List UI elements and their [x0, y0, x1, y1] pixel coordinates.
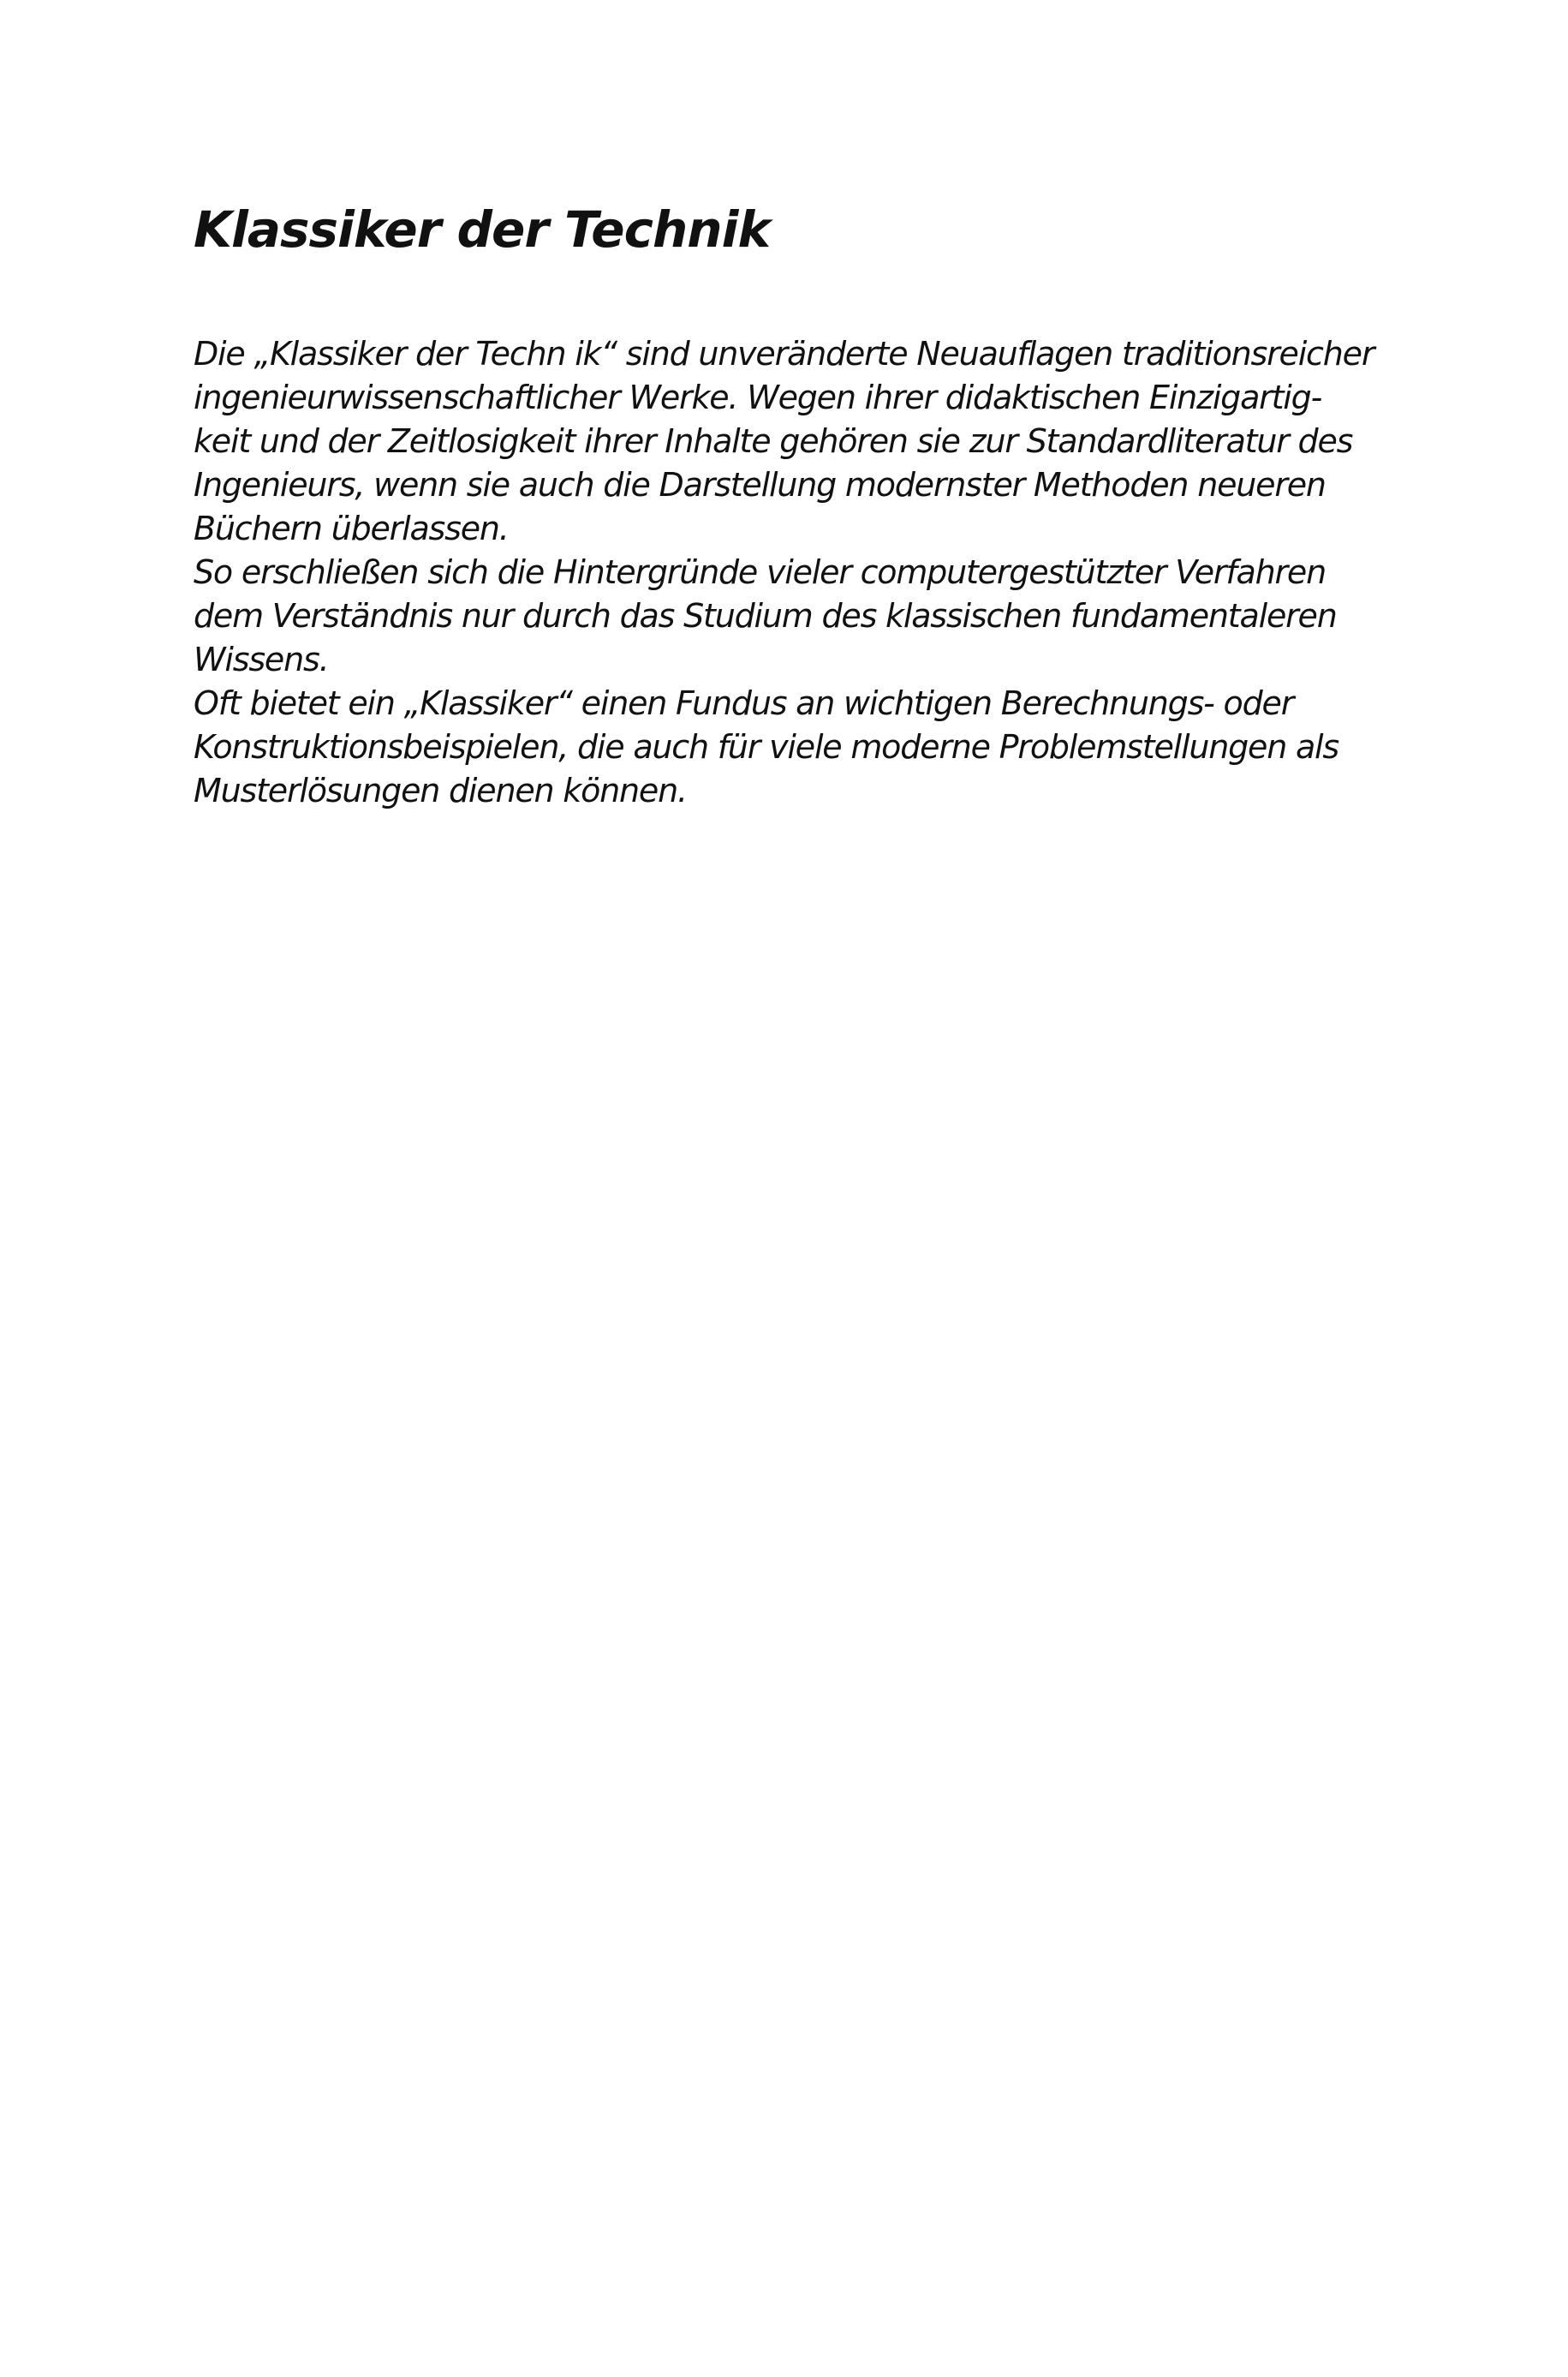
page-title: Klassiker der Technik: [194, 200, 771, 259]
text-line: Konstruktionsbeispielen, die auch für viele moderne Problemstellungen als: [194, 728, 1339, 766]
text-line: Oft bietet ein „Klassiker“ einen Fundus an wichtigen Berechnungs- oder: [194, 684, 1294, 722]
text-line: Wissens.: [194, 641, 329, 678]
text-line: keit und der Zeitlosigkeit ihrer Inhalte gehören sie zur Standardliteratur des: [194, 422, 1353, 460]
text-line: dem Verständnis nur durch das Studium des klassischen fundamentaleren: [194, 597, 1337, 635]
text-line: Ingenieurs, wenn sie auch die Darstellung modernster Methoden neueren: [194, 466, 1326, 504]
text-line: Büchern überlassen.: [194, 510, 509, 547]
text-line: So erschließen sich die Hintergründe vieler computergestützter Verfahren: [194, 553, 1326, 591]
text-line: Musterlösungen dienen können.: [194, 772, 687, 809]
body-text: [194, 332, 1410, 813]
text-line: ingenieurwissenschaftlicher Werke. Wegen ihrer didaktischen Einzigartig-: [194, 379, 1322, 416]
text-line: Die „Klassiker der Techn ik“ sind unveränderte Neuauflagen traditionsreicher: [194, 335, 1374, 373]
